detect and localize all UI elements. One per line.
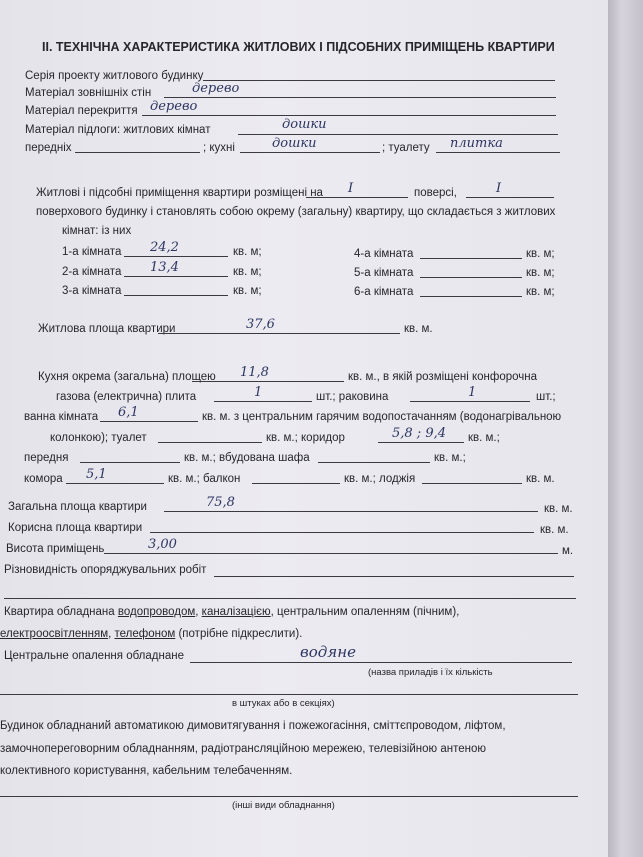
room-1-line[interactable] <box>124 256 228 257</box>
equipment-sep-1: , <box>195 606 202 618</box>
ceiling-value: дерево <box>150 99 198 114</box>
storage-label: комора <box>24 473 63 485</box>
room-3-line[interactable] <box>124 295 228 296</box>
floor-line[interactable] <box>238 134 558 135</box>
room-4-line[interactable] <box>420 258 522 259</box>
house-text-1: Будинок обладнаний автоматикою димовитягування і пожежогасіння, сміттєпроводом, ліфтом, <box>0 720 506 732</box>
bath-text: кв. м. з центральним гарячим водопостачанням (водонагрівальною <box>202 411 562 423</box>
corridor-line[interactable] <box>378 442 464 443</box>
location-text-4: кімнат: із них <box>62 225 132 237</box>
toilet-floor-line[interactable] <box>436 152 560 153</box>
equipment-underline-note: (потрібне підкреслити). <box>175 628 303 640</box>
equipment-sewage[interactable]: каналізацією <box>201 606 271 618</box>
toilet-floor-value: плитка <box>450 136 503 151</box>
finish-label: Різновидність опоряджувальних робіт <box>4 564 207 576</box>
room-2-line[interactable] <box>124 276 228 277</box>
hall-area-text-b: кв. м.; вбудована шафа <box>184 452 310 464</box>
kitchen-floor-label: ; кухні <box>203 142 235 154</box>
bath-line[interactable] <box>100 421 198 422</box>
room-1-value: 24,2 <box>150 240 179 255</box>
room-5-unit: кв. м; <box>526 267 555 279</box>
finish-line-2[interactable] <box>4 598 576 599</box>
kitchen-text-2c: шт.; <box>536 391 556 403</box>
floor-number-line[interactable] <box>306 197 408 198</box>
room-5-label: 5-а кімната <box>354 267 414 279</box>
equipment-sep-2: , <box>108 628 115 640</box>
kitchen-text-2b: шт.; раковина <box>316 391 389 403</box>
kitchen-area-line[interactable] <box>192 381 344 382</box>
toilet-floor-label: ; туалету <box>382 142 430 154</box>
useful-area-line[interactable] <box>150 532 534 533</box>
living-area-unit: кв. м. <box>404 323 433 335</box>
series-label: Серія проекту житлового будинку <box>25 70 204 82</box>
storage-text-c: кв. м.; лоджія <box>344 473 416 485</box>
floor-value: дошки <box>282 117 327 132</box>
kitchen-text-4c: кв. м.; <box>468 432 500 444</box>
balcony-line[interactable] <box>252 483 340 484</box>
equipment-water[interactable]: водопроводом <box>117 606 196 618</box>
height-value: 3,00 <box>148 537 177 552</box>
stove-line[interactable] <box>214 401 312 402</box>
finish-line-1[interactable] <box>214 576 574 577</box>
heating-value: водяне <box>300 643 356 661</box>
useful-area-unit: кв. м. <box>540 524 569 536</box>
room-5-line[interactable] <box>420 277 522 278</box>
hall-label: передніх <box>25 142 72 154</box>
hall-line[interactable] <box>75 152 200 153</box>
equipment-phone[interactable]: телефоном <box>114 628 176 640</box>
total-area-value: 75,8 <box>206 495 235 510</box>
wardrobe-line[interactable] <box>318 462 430 463</box>
kitchen-floor-line[interactable] <box>240 152 380 153</box>
room-6-label: 6-а кімната <box>354 286 414 298</box>
kitchen-text-4: колонкою); туалет <box>50 432 147 444</box>
location-text-1: Житлові і підсобні приміщення квартири розміщені на <box>36 187 323 199</box>
hall-area-line[interactable] <box>80 462 180 463</box>
page-edge <box>608 0 643 857</box>
other-equipment-line[interactable] <box>0 796 578 797</box>
room-4-unit: кв. м; <box>526 248 555 260</box>
kitchen-text-2: газова (електрична) плита <box>56 391 197 403</box>
total-floors-value: І <box>496 181 502 196</box>
living-area-line[interactable] <box>158 333 400 334</box>
height-line[interactable] <box>104 553 558 554</box>
room-4-label: 4-а кімната <box>354 248 414 260</box>
bath-label: ванна кімната <box>24 411 99 423</box>
equipment-heating-text: , центральним опаленням (пічним), <box>270 606 460 618</box>
storage-line[interactable] <box>66 483 164 484</box>
ceiling-label: Матеріал перекриття <box>25 105 138 117</box>
storage-value: 5,1 <box>86 467 107 482</box>
room-3-label: 3-а кімната <box>62 285 122 297</box>
height-label: Висота приміщень <box>6 543 105 555</box>
storage-text-b: кв. м.; балкон <box>168 473 241 485</box>
heating-line-2[interactable] <box>0 694 578 695</box>
total-floors-line[interactable] <box>466 197 554 198</box>
heating-note: (назва приладів і їх кількість <box>368 667 493 678</box>
bath-value: 6,1 <box>118 405 139 420</box>
total-area-unit: кв. м. <box>544 503 573 515</box>
room-6-line[interactable] <box>420 296 522 297</box>
section-title: ІІ. ТЕХНІЧНА ХАРАКТЕРИСТИКА ЖИТЛОВИХ І ПІДСОБНИХ ПРИМІЩЕНЬ КВАРТИРИ <box>42 40 555 54</box>
room-1-unit: кв. м; <box>233 246 262 258</box>
kitchen-text-1: Кухня окрема (загальна) площею <box>38 371 216 383</box>
living-area-label: Житлова площа квартири <box>38 323 176 335</box>
corridor-value: 5,8 ; 9,4 <box>392 426 446 441</box>
series-line[interactable] <box>203 80 555 81</box>
kitchen-text-1b: кв. м., в якій розміщені конфорочна <box>348 371 538 383</box>
storage-text-d: кв. м. <box>526 473 555 485</box>
hall-area-text-c: кв. м.; <box>434 452 466 464</box>
equipment-line-2 <box>0 627 302 641</box>
floor-number-value: І <box>348 181 354 196</box>
sink-value: 1 <box>468 385 477 400</box>
total-area-label: Загальна площа квартири <box>8 501 147 513</box>
stove-value: 1 <box>254 385 263 400</box>
house-text-2: замочнопереговорним обладнанням, радіотрансляційною мережею, телевізійною антеною <box>0 743 486 755</box>
room-2-unit: кв. м; <box>233 266 262 278</box>
kitchen-floor-value: дошки <box>272 136 317 151</box>
walls-line[interactable] <box>164 97 556 98</box>
walls-value: дерево <box>192 81 240 96</box>
hall-area-label: передня <box>24 452 69 464</box>
house-text-3: колективного користування, кабельним телебаченням. <box>0 765 293 777</box>
loggia-line[interactable] <box>422 483 522 484</box>
location-text-3: поверхового будинку і становлять собою окрему (загальну) квартиру, що складається з житлових <box>36 206 556 218</box>
ceiling-line[interactable] <box>142 115 556 116</box>
heating-line[interactable] <box>190 662 572 663</box>
room-6-unit: кв. м; <box>526 286 555 298</box>
equipment-line-1 <box>4 605 459 619</box>
location-text-2: поверсі, <box>414 187 457 199</box>
room-2-label: 2-а кімната <box>62 266 122 278</box>
total-area-line[interactable] <box>164 511 538 512</box>
kitchen-text-4b: кв. м.; коридор <box>266 432 345 444</box>
living-area-value: 37,6 <box>246 317 275 332</box>
room-2-value: 13,4 <box>150 260 179 275</box>
equipment-a1: Квартира обладнана <box>4 606 115 618</box>
other-equipment-note: (інші види обладнання) <box>232 800 335 811</box>
height-unit: м. <box>562 545 574 557</box>
equipment-electricity[interactable]: електроосвітленням <box>0 628 109 640</box>
walls-label: Матеріал зовнішніх стін <box>25 87 152 99</box>
sink-line[interactable] <box>410 401 530 402</box>
room-3-unit: кв. м; <box>233 285 262 297</box>
toilet-area-line[interactable] <box>158 442 262 443</box>
kitchen-area-value: 11,8 <box>240 365 269 380</box>
heating-note-2: в штуках або в секціях) <box>232 698 335 709</box>
heating-label: Центральне опалення обладнане <box>4 650 184 662</box>
room-1-label: 1-а кімната <box>62 246 122 258</box>
floor-label: Матеріал підлоги: житлових кімнат <box>25 124 211 136</box>
useful-area-label: Корисна площа квартири <box>8 522 143 534</box>
